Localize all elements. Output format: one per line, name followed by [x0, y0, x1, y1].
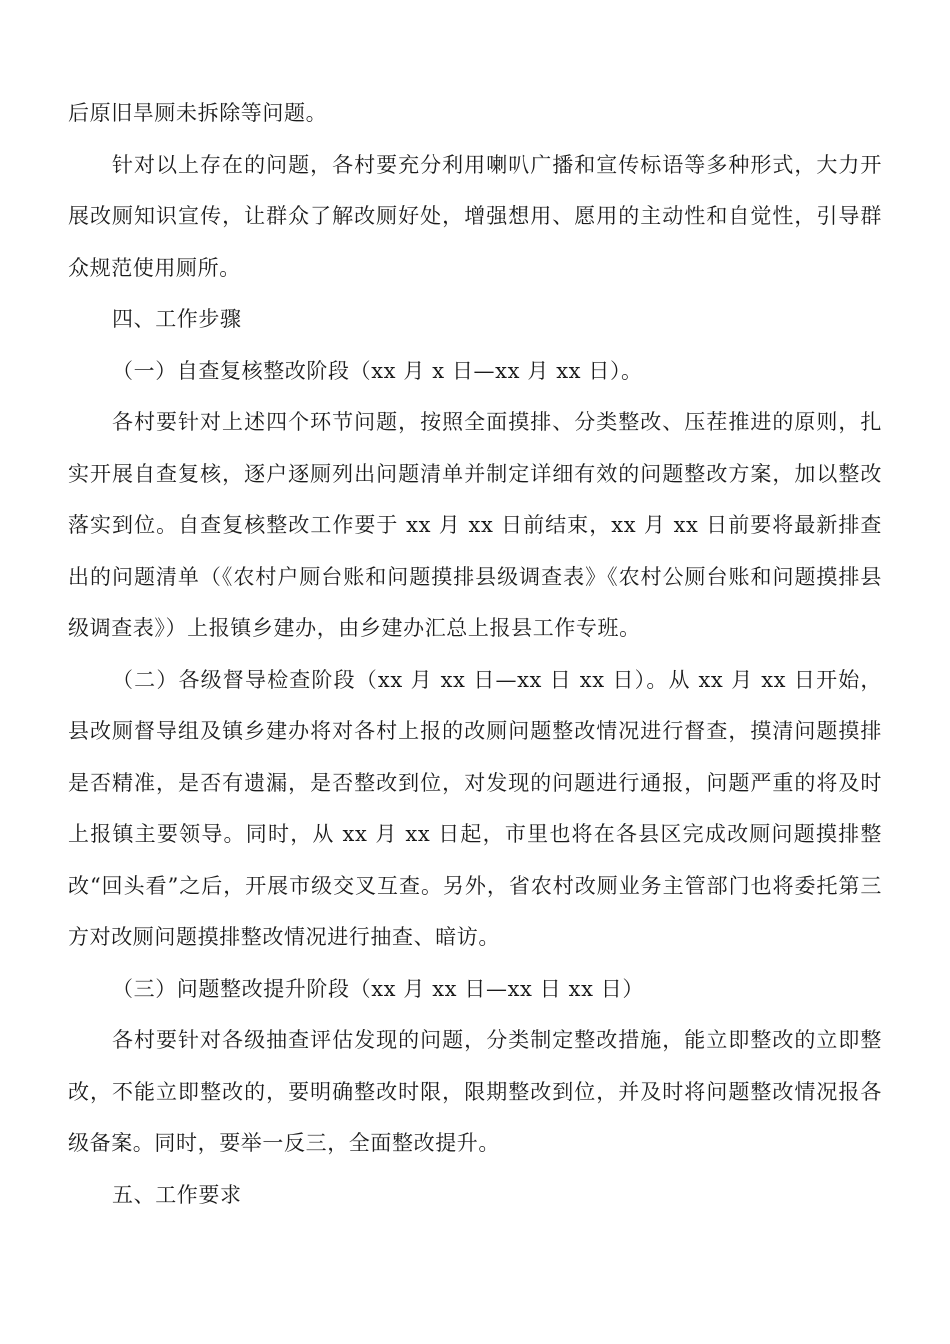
subsection-heading-rectification: （三）问题整改提升阶段（xx 月 xx 日—xx 日 xx 日）	[112, 976, 644, 1001]
paragraph-publicity: 针对以上存在的问题，各村要充分利用喇叭广播和宣传标语等多种形式，大力开展改厕知识宣传，让群众了解改厕好处，增强想用、愿用的主动性和自觉性，引导群众规范使用厕所。	[68, 152, 882, 280]
paragraph-rectification: 各村要针对各级抽查评估发现的问题，分类制定整改措施，能立即整改的立即整改，不能立即整改的，要明确整改时限，限期整改到位，并及时将问题整改情况报各级备案。同时，要举一反三，全面整改提升。	[68, 1028, 882, 1155]
section-heading-work-requirements: 五、工作要求	[112, 1182, 242, 1207]
paragraph-self-check: 各村要针对上述四个环节问题，按照全面摸排、分类整改、压茬推进的原则，扎实开展自查复核，逐户逐厕列出问题清单并制定详细有效的问题整改方案，加以整改落实到位。自查复核整改工作要于 xx 月 xx 日前结束，xx 月 xx 日前要将最新排查出的问题清单（《农村户厕台账和问题摸排县级调查表》《农村公厕台账和问题摸排县级调查表》）上报镇乡建办，由乡建办汇总上报县工作专班。	[68, 410, 882, 640]
section-heading-work-steps: 四、工作步骤	[112, 307, 242, 331]
paragraph-continuation: 后原旧旱厕未拆除等问题。	[68, 101, 328, 125]
subsection-heading-self-check: （一）自查复核整改阶段（xx 月 x 日—xx 月 xx 日）。	[112, 358, 643, 383]
paragraph-supervision: （二）各级督导检查阶段（xx 月 xx 日—xx 日 xx 日）。从 xx 月 xx 日开始，县改厕督导组及镇乡建办将对各村上报的改厕问题整改情况进行督查，摸清问题摸排是否精准，是否有遗漏，是否整改到位，对发现的问题进行通报，问题严重的将及时上报镇主要领导。同时，从 xx 月 xx 日起，市里也将在各县区完成改厕问题摸排整改“回头看”之后，开展市级交叉互查。另外，省农村改厕业务主管部门也将委托第三方对改厕问题摸排整改情况进行抽查、暗访。	[68, 667, 882, 949]
document-page	[68, 88, 882, 1221]
